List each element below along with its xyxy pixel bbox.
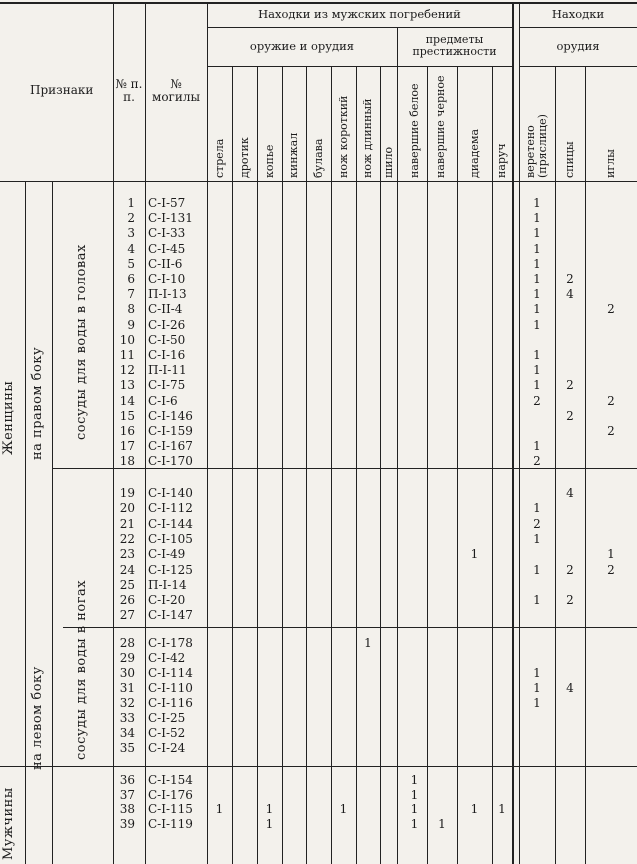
row-number: 30 [119, 666, 135, 680]
cell-value: 1 [364, 636, 372, 650]
cell-value: 1 [533, 272, 541, 286]
female-header-rule [519, 27, 637, 28]
grave-id: С-І-176 [148, 787, 193, 802]
grave-column-rule [145, 2, 146, 864]
cell-value: 1 [533, 531, 541, 546]
grave-id: С-І-140 [148, 486, 193, 500]
signs-header: Признаки [30, 83, 94, 97]
cell-value: 2 [607, 393, 615, 408]
column-header: наруч [495, 143, 508, 178]
row-number: 13 [119, 378, 135, 393]
grave-id: С-І-75 [148, 378, 186, 393]
grave-id: С-І-16 [148, 348, 186, 362]
group-rule-3 [0, 766, 637, 767]
weapons-header: оружие и орудия [249, 39, 355, 53]
row-number: 39 [119, 816, 135, 831]
row-number: 18 [119, 454, 135, 469]
row-number: 35 [119, 741, 135, 755]
row-number: 8 [127, 302, 135, 317]
column-rule [585, 66, 586, 864]
cell-value: 1 [533, 593, 541, 608]
row-number: 23 [119, 547, 135, 562]
cell-value: 1 [533, 439, 541, 454]
cell-value: 2 [566, 272, 574, 286]
grave-id: С-І-50 [148, 332, 186, 347]
grave-id: С-І-115 [148, 802, 193, 816]
row-number: 9 [127, 317, 135, 332]
grave-id: С-ІІ-6 [148, 256, 183, 271]
cell-value: 1 [533, 317, 541, 332]
grave-id: П-І-13 [148, 287, 187, 302]
row-number: 25 [119, 577, 135, 592]
side-column-rule [52, 181, 53, 864]
column-rule [282, 66, 283, 864]
subheader-rule [207, 66, 512, 67]
row-number: 12 [119, 363, 135, 378]
grave-id: С-І-110 [148, 681, 193, 695]
row-number: 5 [127, 256, 135, 271]
grave-id: С-І-20 [148, 593, 186, 608]
row-number: 6 [127, 272, 135, 286]
cell-value: 1 [533, 196, 541, 210]
column-header: диадема [467, 128, 481, 178]
grave-id: С-І-33 [148, 226, 186, 241]
row-number: 21 [119, 516, 135, 531]
cell-value: 1 [470, 802, 479, 816]
row-number: 31 [119, 681, 135, 695]
top-rule [0, 2, 637, 4]
grave-id: С-І-114 [148, 666, 193, 680]
cell-value: 4 [566, 681, 574, 695]
row-number: 27 [119, 608, 135, 623]
grave-id: С-І-178 [148, 636, 193, 650]
column-header: иглы [604, 149, 617, 178]
grave-id: С-І-49 [148, 547, 186, 562]
row-no-header: № п. п. [115, 77, 143, 104]
grave-id: С-І-159 [148, 424, 193, 438]
row-number: 19 [119, 486, 135, 500]
row-number: 29 [119, 651, 135, 665]
cell-value: 1 [410, 773, 419, 787]
cell-value: 2 [607, 562, 615, 577]
row-number: 3 [127, 226, 135, 241]
vessels-head-label: сосуды для воды в головах [74, 244, 89, 440]
column-header: навершие белое [407, 83, 421, 178]
column-header: веретено (пряслице) [524, 114, 549, 178]
cell-value: 1 [533, 363, 541, 378]
row-number: 14 [119, 393, 135, 408]
cell-value: 1 [410, 816, 419, 831]
cell-value: 1 [498, 802, 506, 816]
cell-value: 1 [265, 816, 274, 831]
column-rule [331, 66, 332, 864]
cell-value: 1 [533, 696, 541, 710]
sex-column-rule [25, 181, 26, 864]
column-header: навершие черное [434, 75, 447, 178]
grave-id: С-І-125 [148, 562, 193, 577]
row-number: 32 [119, 696, 135, 710]
data-start-rule [207, 2, 208, 864]
row-number: 2 [127, 211, 135, 226]
female-finds-header: Находки [551, 7, 605, 21]
female-start-rule [512, 2, 514, 864]
cell-value: 1 [533, 681, 541, 695]
cell-value: 1 [410, 802, 419, 816]
female-start-rule-b [519, 2, 520, 864]
cell-value: 1 [339, 802, 348, 816]
grave-id: С-І-52 [148, 726, 186, 740]
column-header: спицы [563, 141, 576, 178]
vessels-feet-label: сосуды для воды в ногах [74, 579, 89, 760]
cell-value: 1 [607, 547, 615, 562]
cell-value: 1 [410, 787, 419, 802]
cell-value: 1 [533, 348, 541, 362]
row-number: 17 [119, 439, 135, 454]
header-bottom-rule [0, 181, 637, 182]
row-number: 24 [119, 562, 135, 577]
grave-id: С-І-26 [148, 317, 186, 332]
cell-value: 2 [566, 408, 574, 423]
prestige-start-rule [397, 27, 398, 864]
cell-value: 2 [566, 378, 574, 393]
grave-no-header: № могилы [151, 77, 201, 104]
row-number: 28 [119, 636, 135, 650]
right-side-label: на правом боку [30, 346, 45, 460]
grave-id: С-І-154 [148, 773, 193, 787]
column-rule [306, 66, 307, 864]
grave-id: С-І-6 [148, 393, 178, 408]
column-header: стрела [212, 138, 226, 178]
group-rule-2 [63, 627, 637, 628]
grave-id: С-І-105 [148, 531, 193, 546]
grave-id: С-І-116 [148, 696, 193, 710]
grave-id: С-І-167 [148, 439, 193, 454]
cell-value: 1 [533, 287, 541, 302]
column-rule [380, 66, 381, 864]
row-number: 22 [119, 531, 135, 546]
grave-id: С-І-147 [148, 608, 193, 623]
cell-value: 4 [566, 287, 574, 302]
column-header: булава [311, 138, 325, 178]
row-number: 26 [119, 593, 135, 608]
column-rule [492, 66, 493, 864]
cell-value: 2 [533, 516, 541, 531]
column-rule [427, 66, 428, 864]
grave-id: С-І-131 [148, 211, 193, 226]
male-header-rule [207, 27, 512, 28]
column-rule [232, 66, 233, 864]
row-number: 33 [119, 711, 135, 725]
column-header: копье [262, 144, 276, 178]
column-header: дротик [237, 137, 251, 178]
grave-id: С-І-10 [148, 272, 186, 286]
cell-value: 2 [533, 393, 541, 408]
column-header: кинжал [287, 132, 300, 178]
prestige-header: предметы престижности [412, 33, 497, 58]
column-header: шило [381, 146, 395, 178]
row-number: 34 [119, 726, 135, 740]
row-number: 37 [119, 787, 135, 802]
male-finds-header: Находки из мужских погребений [258, 7, 461, 21]
grave-id: П-І-11 [148, 363, 187, 378]
grave-id: С-І-42 [148, 651, 186, 665]
row-number: 38 [119, 802, 135, 816]
row-number: 7 [127, 287, 135, 302]
cell-value: 1 [265, 802, 274, 816]
cell-value: 1 [533, 378, 541, 393]
column-rule [257, 66, 258, 864]
row-number: 10 [119, 332, 135, 347]
grave-id: С-І-119 [148, 816, 193, 831]
left-side-label: на левом боку [30, 666, 45, 770]
grave-id: С-ІІ-4 [148, 302, 183, 317]
grave-id: С-І-57 [148, 196, 186, 210]
row-number: 15 [119, 408, 135, 423]
cell-value: 2 [533, 454, 541, 469]
tools-header: орудия [556, 39, 600, 53]
n-column-rule [113, 2, 114, 864]
row-number: 36 [119, 773, 135, 787]
row-number: 4 [127, 241, 135, 256]
cell-value: 2 [566, 593, 574, 608]
row-number: 11 [119, 348, 135, 362]
group-rule-1 [52, 468, 637, 469]
cell-value: 1 [533, 666, 541, 680]
subheader-rule-2 [519, 66, 637, 67]
cell-value: 1 [533, 562, 541, 577]
grave-id: П-І-14 [148, 577, 187, 592]
column-header: нож короткий [336, 95, 350, 178]
cell-value: 1 [533, 256, 541, 271]
cell-value: 4 [566, 486, 574, 500]
grave-id: С-І-24 [148, 741, 186, 755]
column-header: нож длинный [361, 98, 374, 178]
cell-value: 1 [438, 816, 446, 831]
grave-id: С-І-45 [148, 241, 186, 256]
cell-value: 2 [607, 302, 615, 317]
cell-value: 2 [566, 562, 574, 577]
cell-value: 1 [533, 501, 541, 516]
row-number: 20 [119, 501, 135, 516]
column-rule [457, 66, 458, 864]
column-rule [356, 66, 357, 864]
row-number: 1 [127, 196, 135, 210]
cell-value: 1 [533, 302, 541, 317]
women-label: Женщины [1, 380, 16, 455]
grave-id: С-І-25 [148, 711, 186, 725]
cell-value: 1 [470, 547, 479, 562]
grave-id: С-І-144 [148, 516, 193, 531]
grave-id: С-І-146 [148, 408, 193, 423]
cell-value: 1 [533, 241, 541, 256]
cell-value: 1 [533, 211, 541, 226]
men-label: Мужчины [1, 787, 16, 860]
cell-value: 2 [607, 424, 615, 438]
cell-value: 1 [533, 226, 541, 241]
grave-id: С-І-112 [148, 501, 193, 516]
column-rule [555, 66, 556, 864]
grave-id: С-І-170 [148, 454, 193, 469]
row-number: 16 [119, 424, 135, 438]
cell-value: 1 [215, 802, 224, 816]
